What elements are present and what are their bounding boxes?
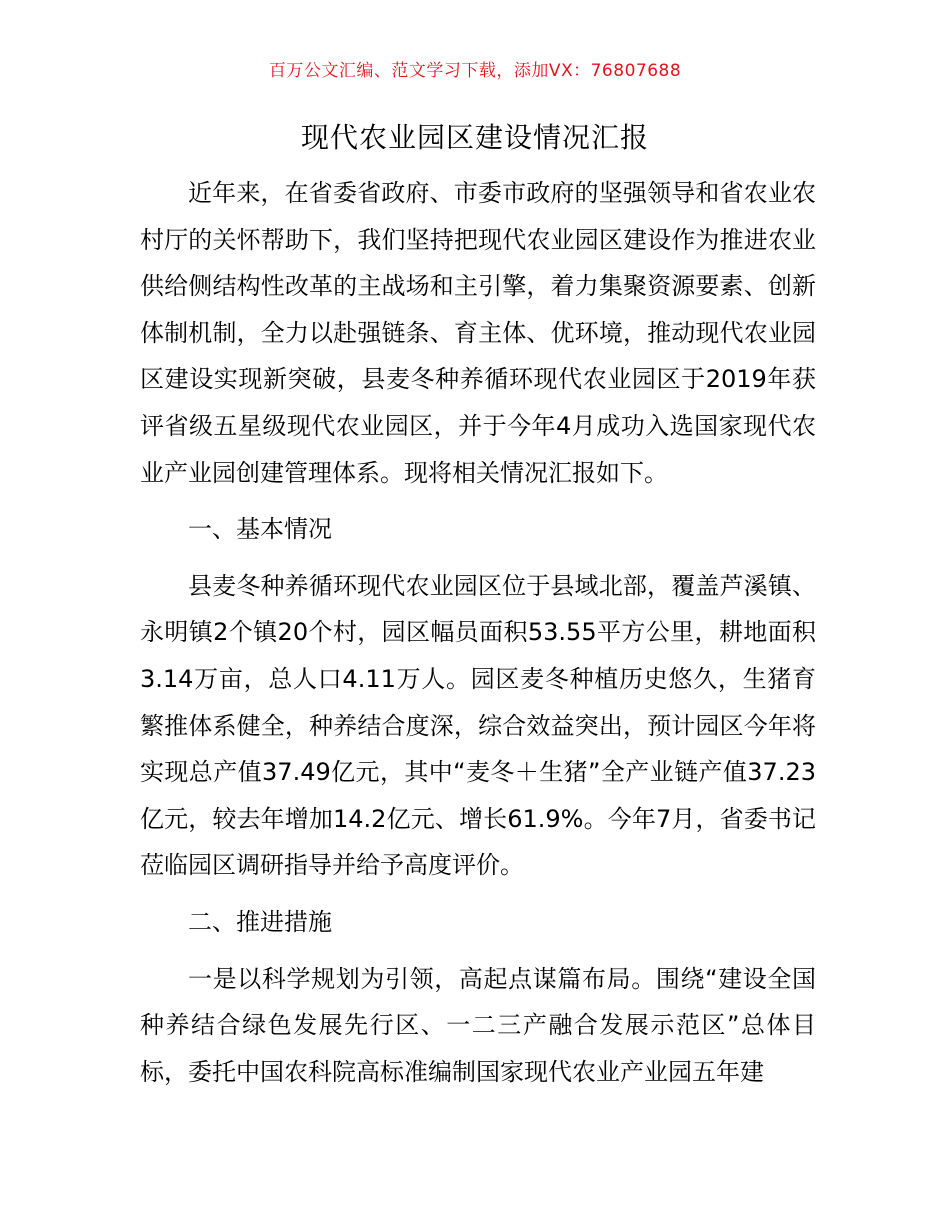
document-body: [140, 170, 816, 1095]
intro-paragraph: 近年来，在省委省政府、市委市政府的坚强领导和省农业农村厅的关怀帮助下，我们坚持把现代农业园区建设作为推进农业供给侧结构性改革的主战场和主引擎，着力集聚资源要素、创新体制机制，全力以赴强链条、育主体、优环境，推动现代农业园区建设实现新突破，县麦冬种养循环现代农业园区于2019年获评省级五星级现代农业园区，并于今年4月成功入选国家现代农业产业园创建管理体系。现将相关情况汇报如下。: [140, 179, 816, 487]
watermark-text: 百万公文汇编、范文学习下载，添加VX：76807688: [268, 61, 682, 81]
measure-paragraph-1: 一是以科学规划为引领，高起点谋篇布局。围绕“建设全国种养结合绿色发展先行区、一二三产融合发展示范区”总体目标，委托中国农科院高标准编制国家现代农业产业园五年建: [140, 964, 816, 1086]
page-title: 现代农业园区建设情况汇报: [300, 121, 649, 154]
section-heading-basic: 一、基本情况: [188, 515, 332, 544]
basic-info-paragraph: 县麦冬种养循环现代农业园区位于县域北部，覆盖芦溪镇、永明镇2个镇20个村，园区幅员面积53.55平方公里，耕地面积3.14万亩，总人口4.11万人。园区麦冬种植历史悠久，生猪育繁推体系健全，种养结合度深，综合效益突出，预计园区今年将实现总产值37.49亿元，其中“麦冬＋生猪”全产业链产值37.23亿元，较去年增加14.2亿元、增长61.9%。今年7月，省委书记莅临园区调研指导并给予高度评价。: [140, 571, 816, 880]
section-heading-measures: 二、推进措施: [188, 907, 332, 936]
